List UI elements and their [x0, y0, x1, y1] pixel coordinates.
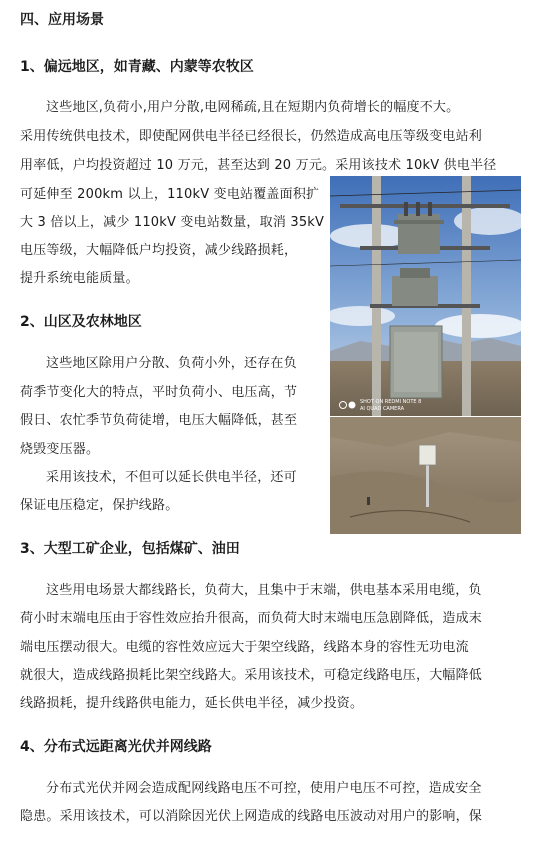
section-3-heading: 3、大型工矿企业，包括煤矿、油田 [20, 541, 240, 557]
section-4-heading: 4、分布式远距离光伏并网线路 [20, 739, 212, 755]
section-1-line-4: 可延伸至 200km 以上，110kV 变电站覆盖面积扩 [20, 187, 320, 202]
section-2-line-4: 烧毁变压器。 [20, 442, 100, 457]
section-4-line-2: 隐患。采用该技术，可以消除因光伏上网造成的线路电压波动对用户的影响，保 [20, 809, 483, 824]
section-1-line-5: 大 3 倍以上，减少 110kV 变电站数量，取消 35kV [20, 215, 325, 230]
section-2-line-6: 保证电压稳定，保护线路。 [20, 498, 179, 513]
section-1-line-6: 电压等级，大幅降低户均投资，减少线路损耗， [20, 243, 298, 258]
hillside-photo [330, 417, 521, 534]
section-1-line-2: 采用传统供电技术，即使配网供电半径已经很长，仍然造成高电压等级变电站利 [20, 129, 483, 144]
section-2-line-3: 假日、农忙季节负荷徒增，电压大幅降低，甚至 [20, 413, 298, 428]
section-2-line-1: 这些地区除用户分散、负荷小外，还存在负 [46, 356, 297, 371]
section-4-line-1: 分布式光伏并网会造成配网线路电压不可控，使用户电压不可控，造成安全 [46, 781, 482, 796]
section-3-line-3: 端电压摆动很大。电缆的容性效应远大于架空线路，线路本身的容性无功电流 [20, 640, 469, 655]
section-3-line-2: 荷小时末端电压由于容性效应抬升很高，而负荷大时末端电压急剧降低，造成末 [20, 611, 483, 626]
section-3-line-5: 线路损耗，提升线路供电能力，延长供电半径，减少投资。 [20, 696, 364, 711]
section-title: 四、应用场景 [20, 12, 104, 28]
section-1-line-3: 用率低，户均投资超过 10 万元，甚至达到 20 万元。采用该技术 10kV 供电半径 [20, 158, 497, 173]
section-1-heading: 1、偏远地区，如青藏、内蒙等农牧区 [20, 59, 254, 75]
section-3-line-1: 这些用电场景大都线路长，负荷大，且集中于末端，供电基本采用电缆，负 [46, 583, 482, 598]
section-2-line-2: 荷季节变化大的特点，平时负荷小、电压高，节 [20, 385, 298, 400]
watermark-line-1: SHOT ON REDMI NOTE 8 [360, 399, 422, 405]
section-2-heading: 2、山区及农林地区 [20, 314, 142, 330]
section-2-line-5: 采用该技术，不但可以延长供电半径，还可 [46, 470, 297, 485]
section-3-line-4: 就很大，造成线路损耗比架空线路大。采用该技术，可稳定线路电压，大幅降低 [20, 668, 483, 683]
section-1-line-1: 这些地区,负荷小,用户分散,电网稀疏,且在短期内负荷增长的幅度不大。 [46, 100, 460, 115]
section-1-line-7: 提升系统电能质量。 [20, 271, 139, 286]
watermark-line-2: AI QUAD CAMERA [360, 406, 405, 412]
transformer-photo [330, 176, 521, 416]
